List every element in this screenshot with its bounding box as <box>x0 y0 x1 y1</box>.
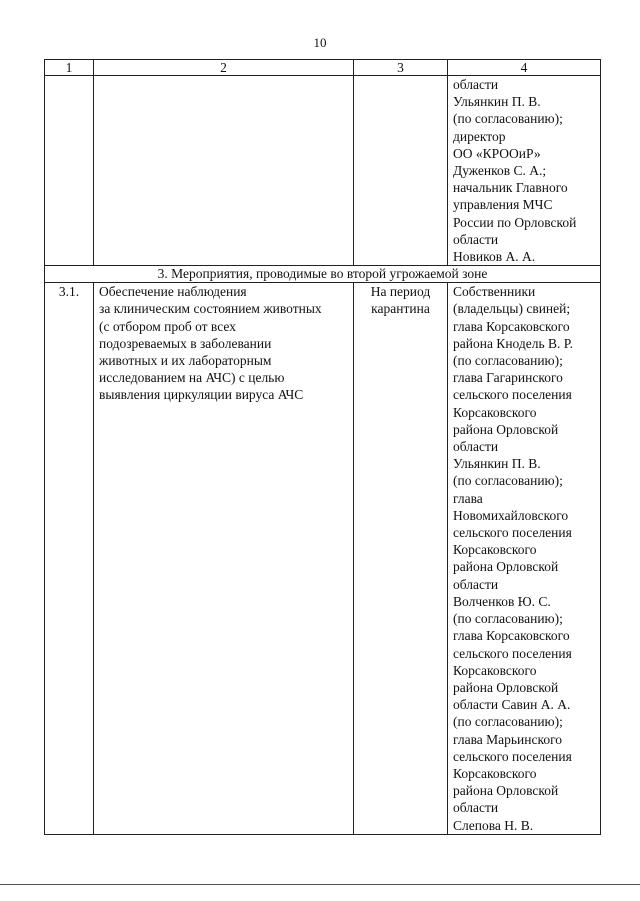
scan-edge-line <box>0 884 640 885</box>
measures-table <box>44 59 601 835</box>
section-row <box>45 266 601 283</box>
page-number: 10 <box>313 35 327 50</box>
table-row <box>45 283 601 835</box>
table-header-row <box>45 60 601 76</box>
header-col-2: 2 <box>94 60 354 76</box>
activity-cell: Обеспечение наблюдения за клиническим состоянием животных (с отбором проб от всех подозреваемых в заболевании животных и их лабораторным исследованием на АЧС) с целью выявления циркуляции вируса АЧС <box>94 283 354 835</box>
row-number-cell <box>45 76 94 266</box>
row-number-cell: 3.1. <box>45 283 94 835</box>
period-cell: На период карантина <box>354 283 448 835</box>
activity-cell <box>94 76 354 266</box>
responsible-cell: области Ульянкин П. В. (по согласованию); директор ОО «КРООиР» Дуженков С. А.; начальник Главного управления МЧС России по Орловской области Новиков А. А. <box>448 76 601 266</box>
header-col-3: 3 <box>354 60 448 76</box>
responsible-cell: Собственники (владельцы) свиней; глава Корсаковского района Кнодель В. Р. (по согласованию); глава Гагаринского сельского поселения Корсаковского района Орловской области Ульянкин П. В. (по согласованию); глава Новомихайловского сельского поселения Корсаковского района Орловской области Волченков Ю. С. (по согласованию); глава Корсаковского сельского поселения Корсаковского района Орловской области Савин А. А. (по согласованию); глава Марьинского сельского поселения Корсаковского района Орловской области Слепова Н. В. <box>448 283 601 835</box>
period-cell <box>354 76 448 266</box>
header-col-4: 4 <box>448 60 601 76</box>
table-row <box>45 76 601 266</box>
header-col-1: 1 <box>45 60 94 76</box>
section-title: 3. Мероприятия, проводимые во второй угрожаемой зоне <box>45 266 601 283</box>
